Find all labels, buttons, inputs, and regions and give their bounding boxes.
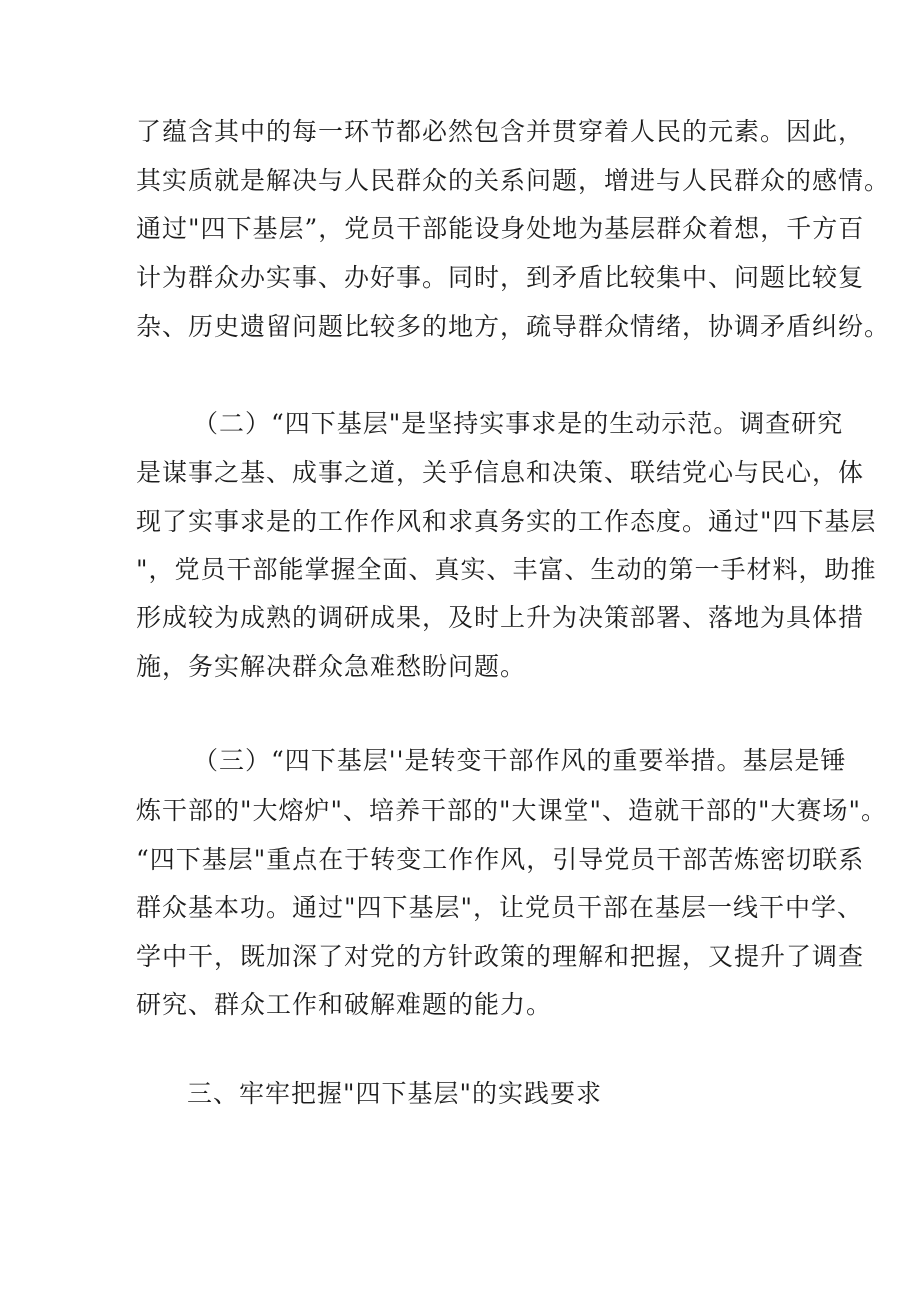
paragraph-3-line-6: 研究、群众工作和破解难题的能力。 — [136, 990, 553, 1019]
paragraph-3-line-1: （三）“四下基层''是转变干部作风的重要举措。基层是锤 — [193, 746, 847, 775]
paragraph-1-line-2: 其实质就是解决与人民群众的关系问题，增进与人民群众的感情。 — [136, 166, 891, 195]
paragraph-1-line-4: 计为群众办实事、办好事。同时，到矛盾比较集中、问题比较复 — [136, 263, 865, 292]
paragraph-2-line-3: 现了实事求是的工作作风和求真务实的工作态度。通过"四下基层 — [136, 507, 877, 536]
paragraph-1-line-1: 了蕴含其中的每一环节都必然包含并贯穿着人民的元素。因此， — [136, 117, 865, 146]
paragraph-2-line-2: 是谋事之基、成事之道，关乎信息和决策、联结党心与民心，体 — [136, 458, 865, 487]
paragraph-3-line-4: 群众基本功。通过"四下基层"，让党员干部在基层一线干中学、 — [136, 893, 864, 922]
paragraph-1-line-5: 杂、历史遗留问题比较多的地方，疏导群众情绪，协调矛盾纠纷。 — [136, 312, 891, 341]
paragraph-3-line-3: “四下基层"重点在于转变工作作风，引导党员干部苦炼密切联系 — [136, 845, 865, 874]
paragraph-2-line-6: 施，务实解决群众急难愁盼问题。 — [136, 652, 527, 681]
paragraph-2-line-1: （二）“四下基层"是坚持实事求是的生动示范。调查研究 — [193, 409, 844, 438]
paragraph-3-line-2: 炼干部的"大熔炉"、培养干部的"大课堂"、造就干部的"大赛场"。 — [136, 796, 887, 825]
paragraph-1-line-3: 通过"四下基层”，党员干部能设身处地为基层群众着想，千方百 — [136, 214, 865, 243]
paragraph-3-line-5: 学中干，既加深了对党的方针政策的理解和把握，又提升了调查 — [136, 942, 865, 971]
paragraph-2-line-5: 形成较为成熟的调研成果，及时上升为决策部署、落地为具体措 — [136, 603, 865, 632]
section-heading: 三、牢牢把握"四下基层"的实践要求 — [187, 1079, 602, 1108]
paragraph-2-line-4: "，党员干部能掌握全面、真实、丰富、生动的第一手材料，助推 — [136, 555, 877, 584]
